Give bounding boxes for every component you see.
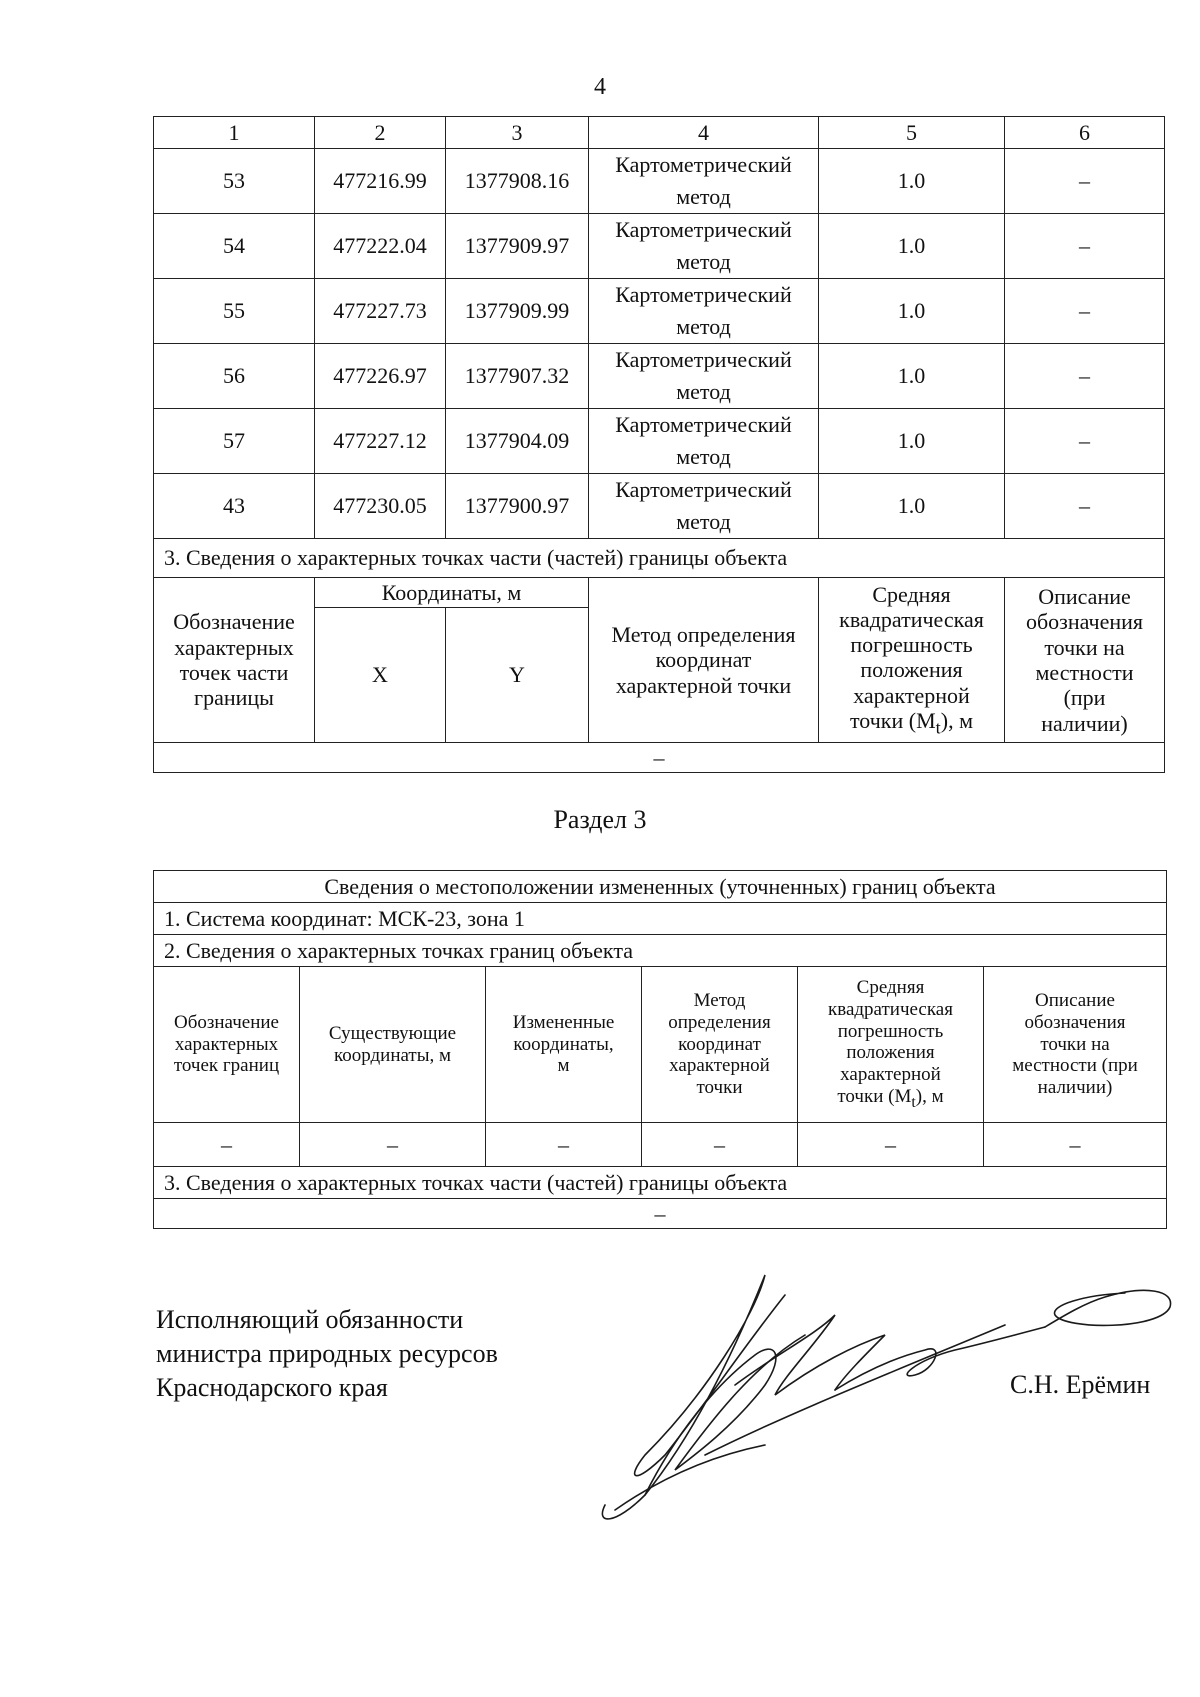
header-text: ), м: [940, 708, 973, 734]
header-line: (при: [1063, 685, 1106, 711]
empty-row: [154, 1199, 1167, 1229]
method-cell: [589, 344, 819, 409]
x-coordinate: 477216.99: [315, 149, 446, 214]
description-value: –: [1005, 409, 1165, 474]
column-header-row: [154, 578, 1165, 608]
section-heading-row: [154, 539, 1165, 578]
header-line: Измененные: [512, 1011, 615, 1033]
header-line: Описание: [1038, 584, 1131, 610]
y-coordinate: 1377907.32: [446, 344, 589, 409]
description-value: –: [1005, 344, 1165, 409]
empty-dash: –: [154, 743, 1165, 773]
empty-dash: –: [300, 1123, 486, 1167]
section-title: Раздел 3: [553, 805, 647, 834]
table-row: [154, 474, 1165, 539]
point-id: 53: [154, 149, 315, 214]
header-line: Обозначение: [173, 609, 295, 635]
description-value: –: [1005, 279, 1165, 344]
header-line: координаты,: [513, 1033, 614, 1055]
header-line: Метод: [693, 989, 746, 1011]
table-row: [154, 214, 1165, 279]
header-line: обозначения: [1024, 1011, 1126, 1033]
header-line: местности: [1035, 660, 1134, 685]
column-numbers-row: [154, 117, 1165, 149]
description-value: –: [1005, 214, 1165, 279]
header-line: погрешность: [850, 632, 973, 658]
method-cell: [589, 214, 819, 279]
method-line: метод: [676, 249, 731, 274]
empty-dash: –: [154, 1123, 300, 1167]
col-number: 2: [315, 117, 446, 149]
header-line: характерных: [174, 1033, 279, 1055]
y-coordinate: 1377909.99: [446, 279, 589, 344]
page-number: 4: [594, 74, 606, 100]
accuracy-value: 1.0: [819, 279, 1005, 344]
table-row: [154, 149, 1165, 214]
header-line: местности (при: [1012, 1055, 1138, 1077]
header-line: [802, 1086, 979, 1112]
method-line: метод: [676, 444, 731, 469]
section-heading: 3. Сведения о характерных точках части (частей) границы объекта: [154, 539, 1165, 578]
header-text: точки (M: [837, 1086, 912, 1108]
accuracy-value: 1.0: [819, 344, 1005, 409]
x-coordinate: 477222.04: [315, 214, 446, 279]
header-line: Описание: [1035, 989, 1115, 1011]
table-title-row: [154, 871, 1167, 903]
accuracy-value: 1.0: [819, 409, 1005, 474]
header-line: определения: [668, 1011, 771, 1033]
accuracy-value: 1.0: [819, 214, 1005, 279]
header-line: положения: [860, 657, 963, 683]
header-line: характерных: [174, 634, 294, 660]
col-number: 5: [819, 117, 1005, 149]
header-line: [823, 708, 1000, 738]
empty-row: [154, 1123, 1167, 1167]
point-id: 56: [154, 344, 315, 409]
header-line: характерной: [840, 1064, 941, 1086]
header-method: [642, 967, 798, 1123]
subscript-text: t: [935, 717, 941, 738]
col-number: 1: [154, 117, 315, 149]
section-heading-row: [154, 1167, 1167, 1199]
coordinate-system: 1. Система координат: МСК-23, зона 1: [154, 903, 1167, 935]
point-id: 43: [154, 474, 315, 539]
method-line: Картометрический: [615, 152, 792, 178]
header-text: ), м: [915, 1086, 944, 1108]
header-line: характерной точки: [615, 672, 792, 698]
header-line: квадратическая: [828, 998, 953, 1020]
header-line: точки: [696, 1077, 743, 1099]
header-line: точки на: [1040, 1033, 1110, 1055]
header-text: точки (M: [849, 708, 936, 734]
header-line: характерной: [853, 682, 970, 708]
method-line: метод: [676, 184, 731, 209]
table-row: [154, 344, 1165, 409]
header-line: характерной: [669, 1055, 770, 1077]
method-line: Картометрический: [615, 282, 792, 308]
empty-dash: –: [984, 1123, 1167, 1167]
header-description: [984, 967, 1167, 1123]
header-point-designation: [154, 967, 300, 1123]
points-title: 2. Сведения о характерных точках границ объекта: [154, 935, 1167, 967]
header-line: Метод определения: [611, 622, 796, 648]
empty-dash: –: [642, 1123, 798, 1167]
header-line: Средняя: [856, 976, 925, 998]
header-y: Y: [446, 608, 589, 743]
section-heading: 3. Сведения о характерных точках части (частей) границы объекта: [154, 1167, 1167, 1199]
changed-boundaries-table: [153, 870, 1167, 1229]
method-cell: [589, 409, 819, 474]
header-line: наличии): [1037, 1077, 1113, 1099]
points-title-row: [154, 935, 1167, 967]
column-header-row: [154, 967, 1167, 1123]
method-line: Картометрический: [615, 477, 792, 503]
method-line: метод: [676, 379, 731, 404]
x-coordinate: 477227.73: [315, 279, 446, 344]
point-id: 54: [154, 214, 315, 279]
y-coordinate: 1377900.97: [446, 474, 589, 539]
signatory-position: [156, 1303, 498, 1404]
header-line: координаты, м: [333, 1044, 452, 1066]
method-cell: [589, 474, 819, 539]
col-number: 6: [1005, 117, 1165, 149]
subscript-text: t: [911, 1093, 916, 1111]
header-line: Существующие: [328, 1022, 457, 1044]
header-line: Обозначение: [174, 1011, 279, 1033]
header-line: точек границ: [173, 1055, 280, 1077]
signatory-name: С.Н. Ерёмин: [1010, 1370, 1151, 1399]
empty-dash: –: [798, 1123, 984, 1167]
position-line: министра природных ресурсов: [156, 1338, 498, 1368]
header-line: точки на: [1044, 634, 1125, 660]
header-accuracy: [798, 967, 984, 1123]
table-row: [154, 279, 1165, 344]
method-line: Картометрический: [615, 347, 792, 373]
header-description: [1005, 578, 1165, 743]
header-accuracy: [819, 578, 1005, 743]
header-line: координат: [678, 1033, 761, 1055]
header-line: координат: [655, 647, 752, 673]
header-line: точек части: [179, 660, 289, 685]
method-line: метод: [676, 314, 731, 339]
header-coordinates: Координаты, м: [315, 578, 589, 608]
position-line: Краснодарского края: [156, 1372, 388, 1402]
header-line: наличии): [1041, 710, 1128, 736]
point-id: 55: [154, 279, 315, 344]
y-coordinate: 1377909.97: [446, 214, 589, 279]
header-method: [589, 578, 819, 743]
x-coordinate: 477227.12: [315, 409, 446, 474]
method-line: Картометрический: [615, 412, 792, 438]
position-line: Исполняющий обязанности: [156, 1305, 464, 1334]
header-line: квадратическая: [839, 606, 984, 632]
point-id: 57: [154, 409, 315, 474]
header-line: положения: [846, 1042, 935, 1064]
method-cell: [589, 149, 819, 214]
header-line: м: [557, 1055, 570, 1077]
header-line: Средняя: [872, 581, 951, 607]
table-title: Сведения о местоположении измененных (уточненных) границ объекта: [154, 871, 1167, 903]
header-line: границы: [194, 685, 274, 711]
x-coordinate: 477230.05: [315, 474, 446, 539]
header-changed-coordinates: [486, 967, 642, 1123]
col-number: 3: [446, 117, 589, 149]
method-cell: [589, 279, 819, 344]
y-coordinate: 1377908.16: [446, 149, 589, 214]
accuracy-value: 1.0: [819, 149, 1005, 214]
empty-dash: –: [486, 1123, 642, 1167]
boundary-points-table-continued: [153, 116, 1165, 773]
empty-dash: –: [154, 1199, 1167, 1229]
header-existing-coordinates: [300, 967, 486, 1123]
coordinate-system-row: [154, 903, 1167, 935]
method-line: метод: [676, 509, 731, 534]
description-value: –: [1005, 474, 1165, 539]
col-number: 4: [589, 117, 819, 149]
header-x: X: [315, 608, 446, 743]
method-line: Картометрический: [615, 217, 792, 243]
x-coordinate: 477226.97: [315, 344, 446, 409]
y-coordinate: 1377904.09: [446, 409, 589, 474]
description-value: –: [1005, 149, 1165, 214]
table-row: [154, 409, 1165, 474]
header-point-designation: [154, 578, 315, 743]
header-line: обозначения: [1025, 609, 1144, 635]
header-line: погрешность: [837, 1020, 944, 1042]
empty-row: [154, 743, 1165, 773]
accuracy-value: 1.0: [819, 474, 1005, 539]
